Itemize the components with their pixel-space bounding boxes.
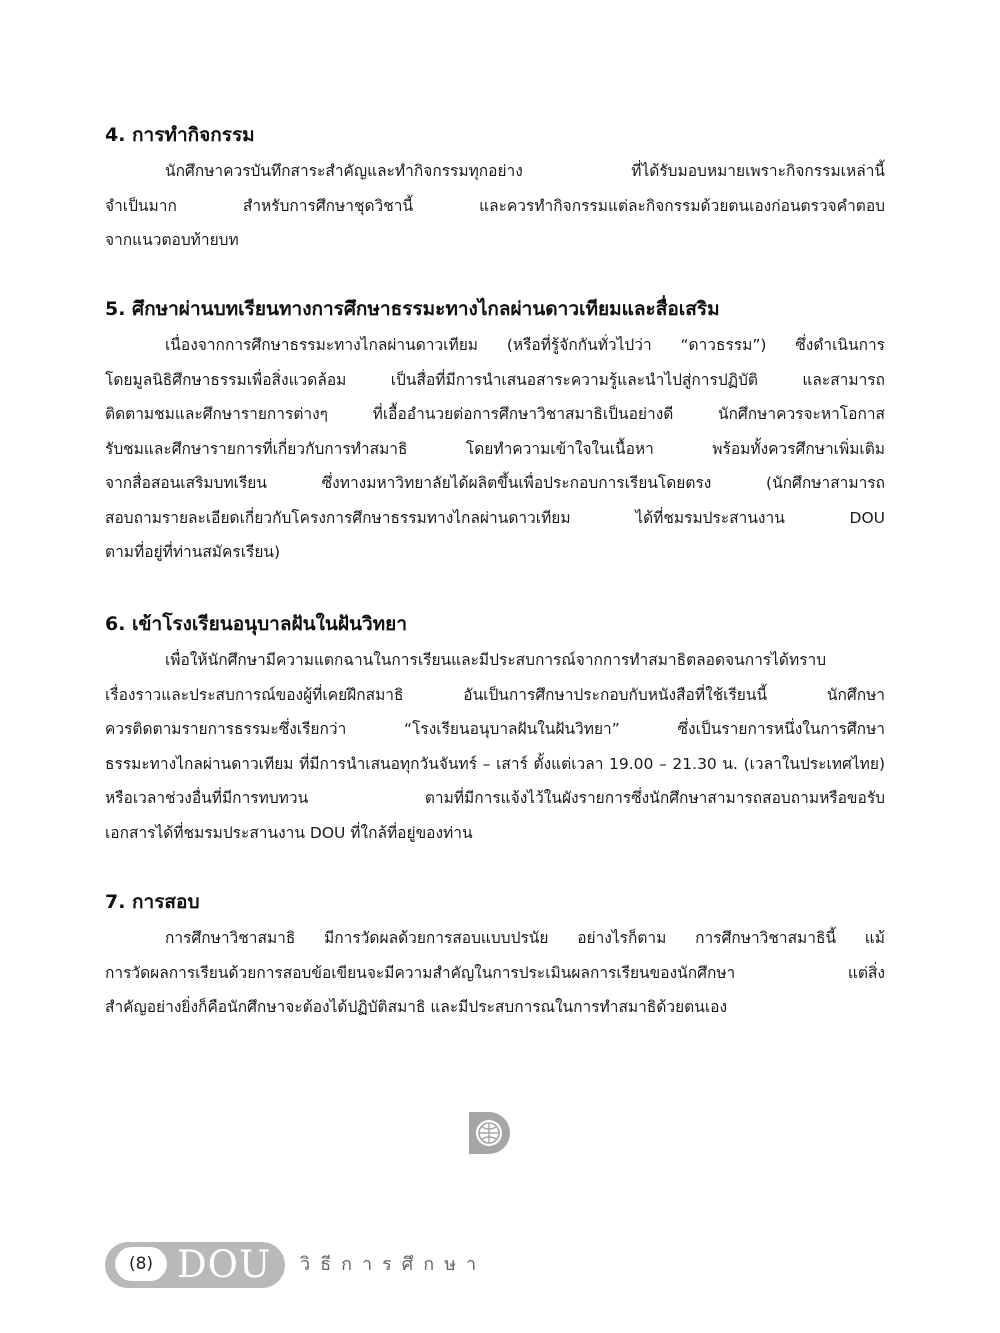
paragraph-line: รับชมและศึกษารายการที่เกี่ยวกับการทำสมาธิ โดยทำความเข้าใจในเนื้อหา พร้อมทั้งควรศึกษาเพิ่มเติม [105, 439, 885, 458]
paragraph-line: สอบถามรายละเอียดเกี่ยวกับโครงการศึกษาธรรมทางไกลผ่านดาวเทียม ได้ที่ชมรมประสานงาน DOU [105, 508, 885, 527]
paragraph-line: การศึกษาวิชาสมาธิ มีการวัดผลด้วยการสอบแบบปรนัย อย่างไรก็ตาม การศึกษาวิชาสมาธินี้ แม้ [165, 929, 885, 947]
section-exam [105, 889, 885, 1025]
paragraph-line: ควรติดตามรายการธรรมะซึ่งเรียกว่า “โรงเรียนอนุบาลฝันในฝันวิทยา” ซึ่งเป็นรายการหนึ่งในการศึกษา [105, 720, 885, 738]
paragraph-line: เรื่องราวและประสบการณ์ของผู้ที่เคยฝึกสมาธิ อันเป็นการศึกษาประกอบกับหนังสือที่ใช้เรียนนี้ นักศึกษา [105, 685, 885, 704]
subject-title: วิธีการศึกษา [300, 1254, 487, 1275]
paragraph-line: ตามที่อยู่ที่ท่านสมัครเรียน) [105, 543, 281, 561]
section-heading: 5. ศึกษาผ่านบทเรียนทางการศึกษาธรรมะทางไกลผ่านดาวเทียมและสื่อเสริม [105, 298, 720, 320]
paragraph-line: โดยมูลนิธิศึกษาธรรมเพื่อสิ่งแวดล้อม เป็นสื่อที่มีการนำเสนอสาระความรู้และนำไปสู่การปฏิบัติ และสามารถ [105, 370, 885, 389]
paragraph-line: จากสื่อสอนเสริมบทเรียน ซึ่งทางมหาวิทยาลัยได้ผลิตขึ้นเพื่อประกอบการเรียนโดยตรง (นักศึกษาสามารถ [105, 474, 885, 492]
section-heading: 4. การทำกิจกรรม [105, 124, 255, 146]
footer-pill [105, 1242, 285, 1288]
paragraph-line: เอกสารได้ที่ชมรมประสานงาน DOU ที่ใกล้ที่อยู่ของท่าน [105, 823, 473, 842]
paragraph-line: หรือเวลาช่วงอื่นที่มีการทบทวน ตามที่มีการแจ้งไว้ในผังรายการซึ่งนักศึกษาสามารถสอบถามหรือขอรับ [105, 789, 885, 807]
dou-logo-icon [467, 1110, 513, 1156]
section-heading: 6. เข้าโรงเรียนอนุบาลฝันในฝันวิทยา [105, 613, 407, 635]
section-activities [105, 122, 885, 258]
paragraph-line: จากแนวตอบท้ายบท [105, 231, 239, 249]
paragraph-line: นักศึกษาควรบันทึกสาระสำคัญและทำกิจกรรมทุกอย่าง ที่ได้รับมอบหมายเพราะกิจกรรมเหล่านี้ [165, 162, 885, 180]
paragraph-line: การวัดผลการเรียนด้วยการสอบข้อเขียนจะมีความสำคัญในการประเมินผลการเรียนของนักศึกษา แต่สิ่ง [105, 963, 885, 982]
paragraph-line: จำเป็นมาก สำหรับการศึกษาชุดวิชานี้ และควรทำกิจกรรมแต่ละกิจกรรมด้วยตนเองก่อนตรวจคำตอบ [105, 196, 885, 215]
paragraph-line: เนื่องจากการศึกษาธรรมะทางไกลผ่านดาวเทียม (หรือที่รู้จักกันทั่วไปว่า “ดาวธรรม”) ซึ่งดำเนินการ [165, 336, 885, 354]
section-kindergarten-program [105, 611, 885, 850]
brand-text: DOU [177, 1243, 272, 1286]
section-heading: 7. การสอบ [105, 891, 200, 913]
paragraph-line: สำคัญอย่างยิ่งก็คือนักศึกษาจะต้องได้ปฏิบัติสมาธิ และมีประสบการณในการทำสมาธิด้วยตนเอง [105, 998, 728, 1016]
paragraph-line: ติดตามชมและศึกษารายการต่างๆ ที่เอื้ออำนวยต่อการศึกษาวิชาสมาธิเป็นอย่างดี นักศึกษาควรจะหาโอกาส [105, 405, 885, 423]
paragraph-line: เพื่อให้นักศึกษามีความแตกฉานในการเรียนและมีประสบการณ์จากการทำสมาธิตลอดจนการได้ทราบ [165, 651, 827, 669]
section-satellite-study [105, 296, 885, 570]
paragraph-line: ธรรมะทางไกลผ่านดาวเทียม ที่มีการนำเสนอทุกวันจันทร์ – เสาร์ ตั้งแต่เวลา 19.00 – 21.30 น. (เวลาในประเทศไทย) [105, 754, 885, 773]
page-number: (8) [115, 1247, 167, 1281]
